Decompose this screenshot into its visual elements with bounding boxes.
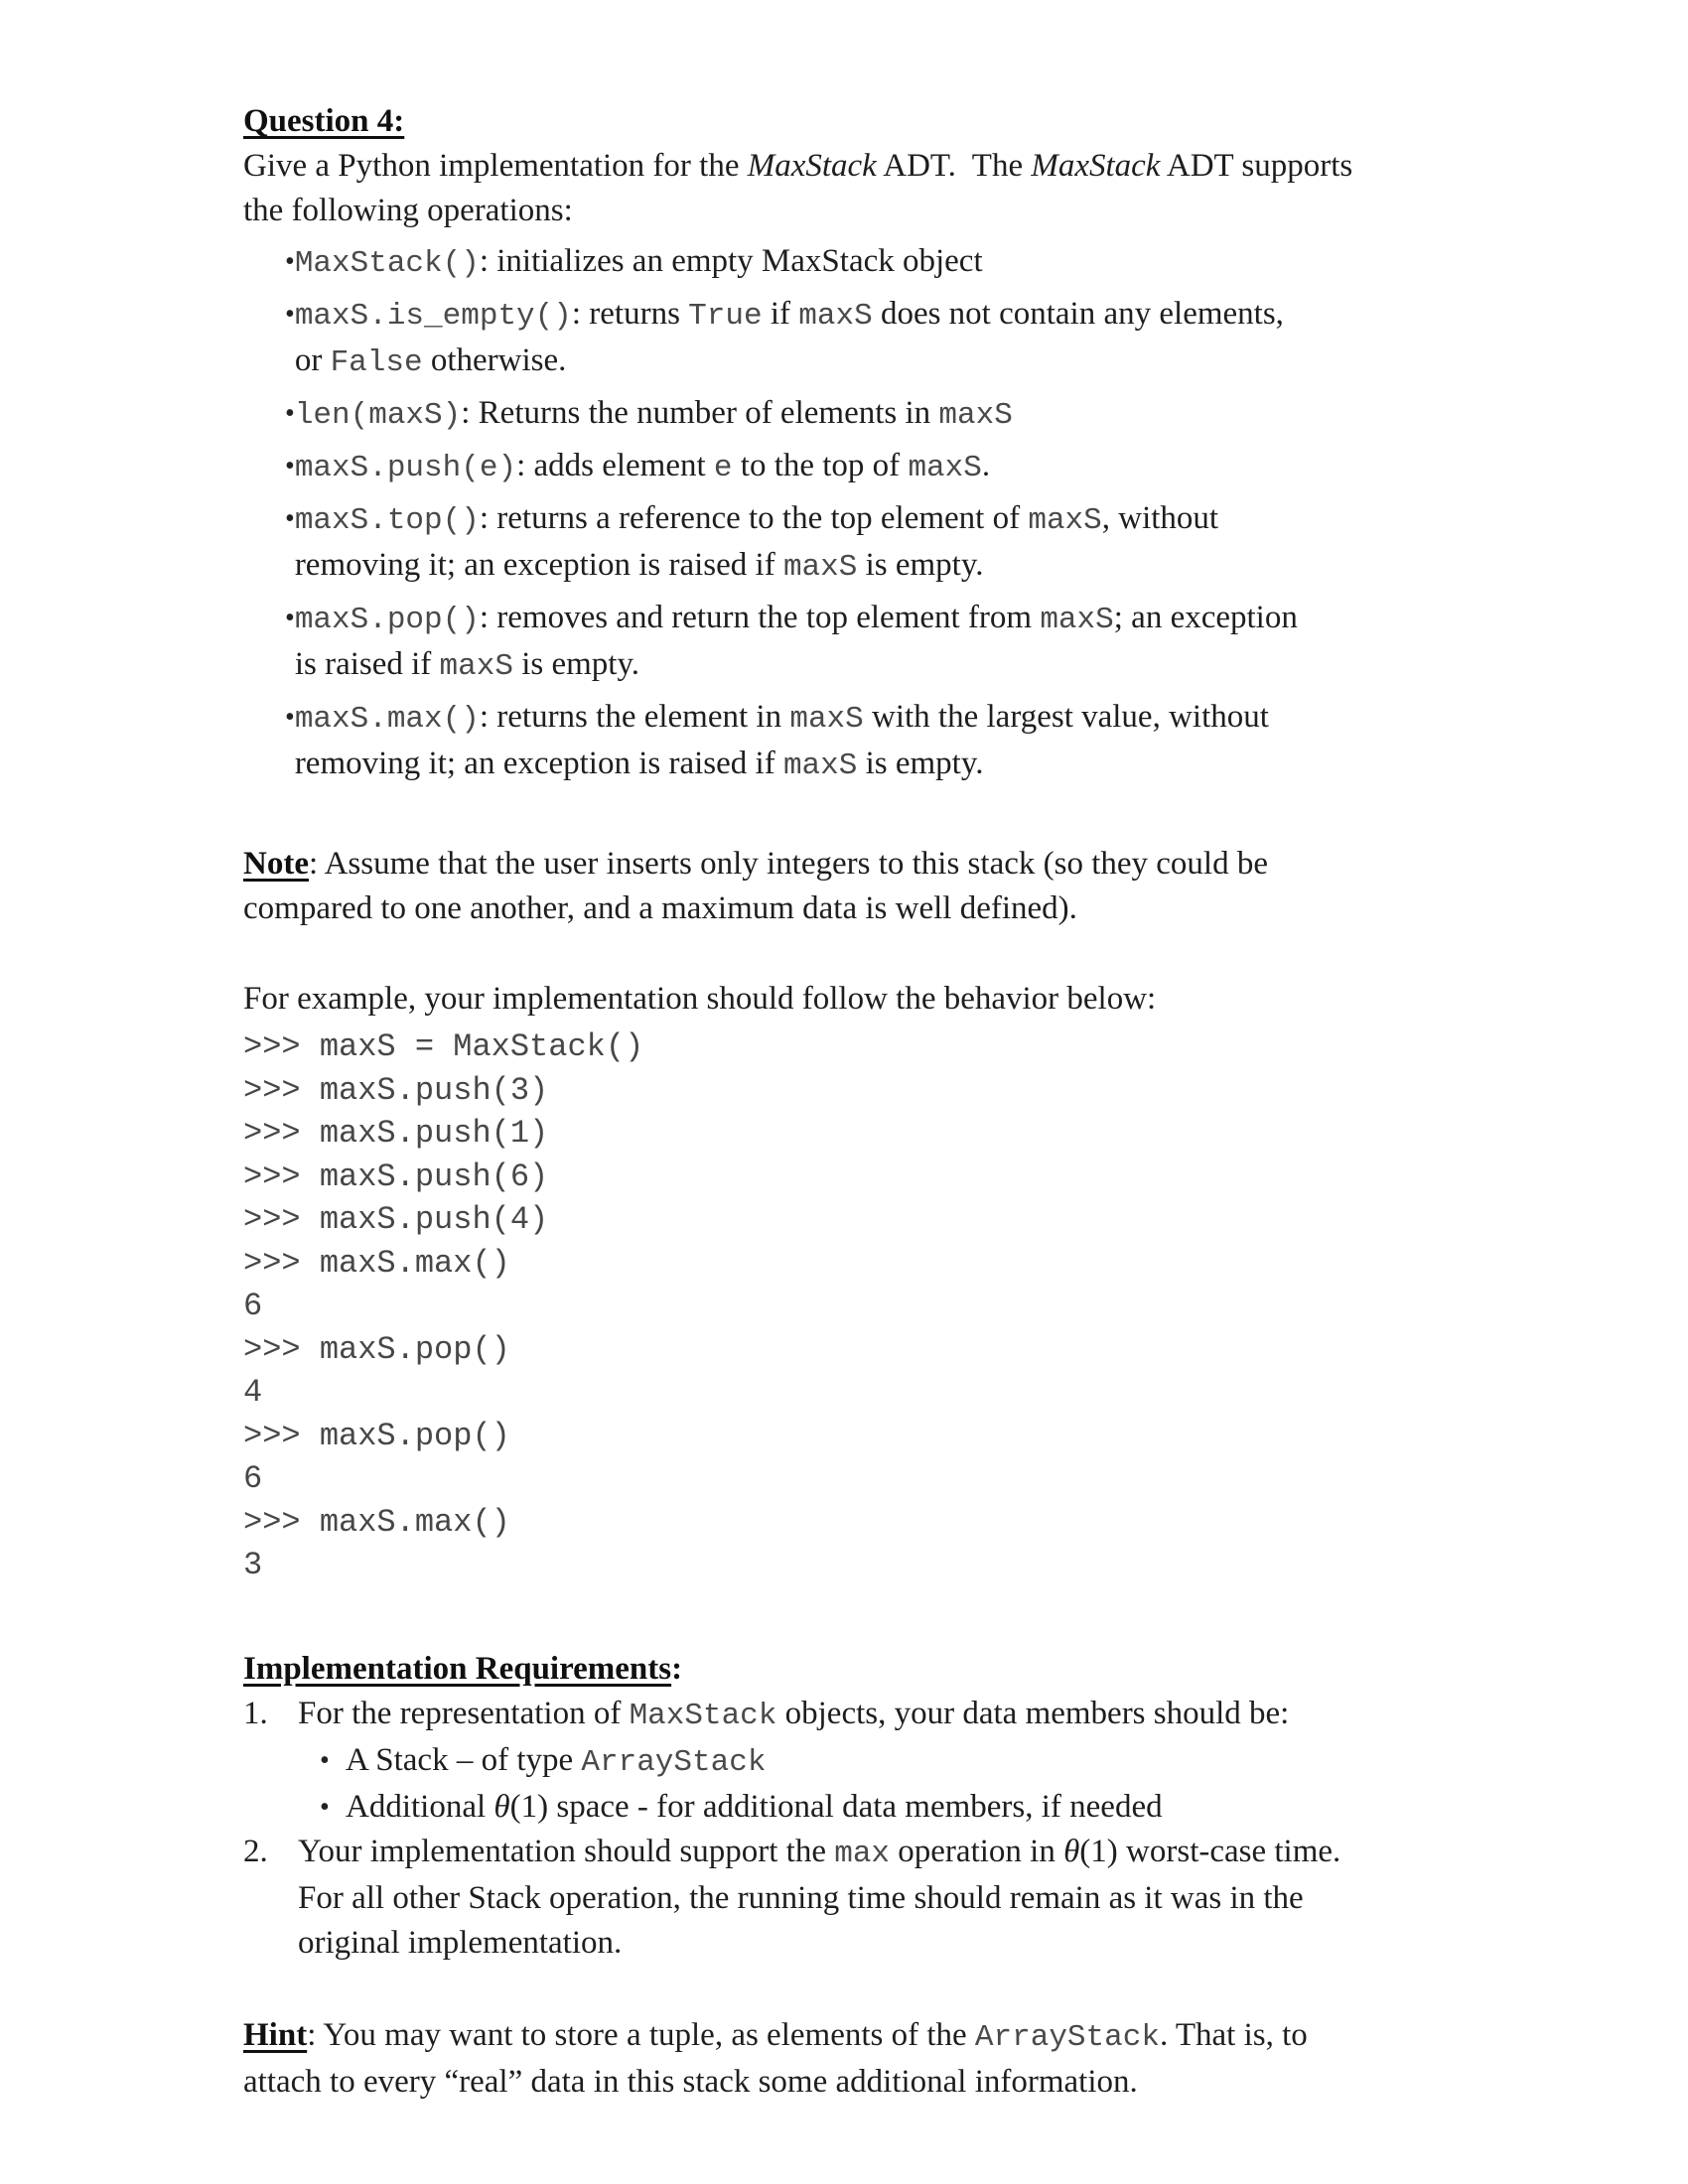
text-segment: e [713, 451, 733, 485]
operation-item [243, 391, 1489, 438]
text-segment: : adds element [516, 448, 714, 483]
text-segment: the following operations: [243, 193, 573, 228]
text-segment: MaxStack [1031, 148, 1161, 184]
bullet-icon: • [285, 246, 295, 277]
text-line [243, 977, 1489, 1022]
text-line [346, 1738, 766, 1785]
text-segment: . [981, 448, 991, 483]
requirements-list [243, 1692, 1489, 1966]
text-segment: original implementation. [298, 1924, 623, 1961]
text-segment: : returns the element in [479, 699, 790, 735]
text-segment: MaxStack [747, 148, 877, 184]
text-segment: True [688, 299, 763, 334]
text-segment: For all other Stack operation, the running time should remain as it was in the [298, 1879, 1304, 1916]
console-example-block [243, 1025, 1489, 1587]
text-segment: For the representation of [298, 1695, 630, 1731]
operation-item [243, 496, 1489, 590]
operation-item [243, 596, 1489, 689]
bullet-icon: • [320, 1791, 330, 1823]
text-segment: maxS [782, 749, 858, 783]
text-segment: maxS.top() [294, 503, 480, 538]
text-line [295, 695, 1489, 742]
sub-bullet-item [298, 1738, 1489, 1785]
requirement-item [243, 1830, 1489, 1966]
sub-bullet-item [298, 1785, 1489, 1830]
text-segment: does not contain any elements, [872, 296, 1284, 332]
intro-paragraph [243, 144, 1489, 233]
text-line [298, 1692, 1489, 1738]
code-line: 6 [243, 1288, 263, 1324]
bullet-icon: • [320, 1744, 330, 1776]
text-line [295, 742, 1489, 788]
text-segment: maxS [1040, 603, 1114, 637]
code-line: >>> maxS.max() [243, 1503, 510, 1541]
text-segment: A Stack – of type [346, 1741, 582, 1778]
text-line [298, 1830, 1489, 1876]
text-line [295, 391, 1489, 438]
text-segment: maxS [789, 702, 864, 737]
text-line [346, 1785, 1163, 1830]
text-segment: : Returns the number of elements in [461, 395, 939, 431]
text-line [298, 1876, 1489, 1921]
text-segment: ArrayStack [974, 2019, 1160, 2055]
requirement-text [298, 1692, 1489, 1830]
text-line [243, 887, 1489, 931]
text-segment: : returns [571, 296, 689, 332]
text-segment: maxS [938, 398, 1013, 433]
code-line: >>> maxS = MaxStack() [243, 1028, 644, 1065]
requirement-text [298, 1830, 1489, 1966]
bullet-icon: • [285, 702, 295, 733]
code-line: >>> maxS.push(3) [243, 1071, 549, 1109]
code-line: 4 [243, 1374, 263, 1411]
text-line [295, 339, 1489, 385]
operation-item [243, 695, 1489, 788]
text-segment: maxS [908, 451, 982, 485]
text-segment: , without [1101, 500, 1219, 536]
code-line: >>> maxS.max() [243, 1244, 510, 1282]
text-line [243, 2060, 1489, 2105]
text-line [295, 543, 1489, 590]
text-segment: is empty. [857, 746, 984, 781]
operation-item [243, 292, 1489, 385]
text-segment: MaxStack() [294, 246, 480, 281]
text-segment: operation in [890, 1833, 1064, 1869]
operation-text [295, 391, 1489, 438]
text-line [295, 596, 1489, 642]
text-segment: Implementation Requirements [243, 1650, 672, 1687]
question-title [243, 99, 1489, 144]
text-segment: (1) space - for additional data members, if needed [509, 1788, 1163, 1825]
operation-text [295, 596, 1489, 689]
note-paragraph [243, 842, 1489, 931]
text-segment: ADT. The [876, 148, 1032, 184]
bullet-icon: • [285, 299, 295, 330]
text-segment: compared to one another, and a maximum data is well defined). [243, 890, 1077, 926]
text-segment: : initializes an empty MaxStack object [479, 243, 983, 279]
text-segment: otherwise. [422, 342, 567, 378]
text-segment: to the top of [732, 448, 909, 483]
text-segment: maxS.max() [294, 702, 480, 737]
operation-text [295, 695, 1489, 788]
text-segment: if [762, 296, 799, 332]
text-segment: : [671, 1650, 683, 1687]
text-segment: Note [243, 846, 309, 882]
code-line: >>> maxS.push(6) [243, 1158, 549, 1195]
text-line [295, 292, 1489, 339]
code-line: >>> maxS.push(4) [243, 1201, 549, 1238]
text-segment: Question 4: [243, 103, 405, 139]
text-segment: Hint [243, 2016, 308, 2053]
text-segment: Give a Python implementation for the [243, 148, 748, 184]
text-line [298, 1921, 1489, 1966]
text-segment: ArrayStack [581, 1744, 767, 1780]
bullet-icon: • [285, 503, 295, 534]
text-segment: : removes and return the top element from [479, 600, 1041, 635]
text-segment: maxS [782, 550, 858, 585]
text-segment: . That is, to [1159, 2016, 1308, 2053]
text-line [243, 2013, 1489, 2060]
text-segment: or [294, 342, 331, 378]
code-line: >>> maxS.pop() [243, 1330, 510, 1368]
text-segment: maxS.push(e) [294, 451, 517, 485]
text-segment: objects, your data members should be: [776, 1695, 1290, 1731]
text-line [295, 642, 1489, 689]
text-segment: len(maxS) [294, 398, 462, 433]
operation-text [295, 444, 1489, 490]
text-line [243, 189, 1489, 233]
operation-text [295, 239, 1489, 286]
text-segment: maxS.is_empty() [294, 299, 572, 334]
text-segment: MaxStack [629, 1698, 777, 1733]
text-segment: : returns a reference to the top element of [479, 500, 1029, 536]
text-segment: : You may want to store a tuple, as elements of the [307, 2016, 975, 2053]
text-line [243, 144, 1489, 189]
hint-paragraph [243, 2013, 1489, 2105]
item-number: 1. [243, 1695, 268, 1731]
bullet-icon: • [285, 603, 295, 633]
bullet-icon: • [285, 398, 295, 429]
text-segment: ; an exception [1113, 600, 1298, 635]
code-line: 6 [243, 1460, 263, 1497]
text-segment: ADT supports [1160, 148, 1353, 184]
bullet-icon: • [285, 451, 295, 481]
code-line: 3 [243, 1547, 263, 1583]
text-segment: is raised if [294, 646, 440, 682]
example-intro [243, 977, 1489, 1022]
text-segment: Your implementation should support the [298, 1833, 835, 1869]
text-segment: removing it; an exception is raised if [294, 746, 783, 781]
text-segment: For example, your implementation should follow the behavior below: [243, 981, 1157, 1017]
operation-item [243, 239, 1489, 286]
text-segment: is empty. [857, 547, 984, 583]
text-segment: with the largest value, without [863, 699, 1269, 735]
code-line: >>> maxS.pop() [243, 1417, 510, 1454]
text-segment: : Assume that the user inserts only integers to this stack (so they could be [308, 846, 1268, 882]
text-line [295, 239, 1489, 286]
item-number: 2. [243, 1833, 268, 1869]
text-segment: θ [493, 1788, 510, 1825]
text-segment: maxS.pop() [294, 603, 480, 637]
text-segment: maxS [798, 299, 873, 334]
operation-item [243, 444, 1489, 490]
text-segment: max [834, 1836, 891, 1871]
operation-text [295, 292, 1489, 385]
requirement-item [243, 1692, 1489, 1830]
text-segment: maxS [439, 649, 513, 684]
operation-text [295, 496, 1489, 590]
requirements-heading [243, 1647, 1489, 1692]
text-segment: Additional [346, 1788, 494, 1825]
text-segment: is empty. [512, 646, 640, 682]
text-segment: (1) worst-case time. [1079, 1833, 1341, 1869]
text-line [295, 444, 1489, 490]
text-segment: maxS [1028, 503, 1102, 538]
code-line: >>> maxS.push(1) [243, 1115, 549, 1152]
operations-list [243, 239, 1489, 788]
text-segment: θ [1063, 1833, 1080, 1869]
text-segment: attach to every “real” data in this stack some additional information. [243, 2063, 1138, 2100]
text-line [243, 842, 1489, 887]
text-line [295, 496, 1489, 543]
text-segment: removing it; an exception is raised if [294, 547, 783, 583]
text-segment: False [330, 345, 423, 380]
